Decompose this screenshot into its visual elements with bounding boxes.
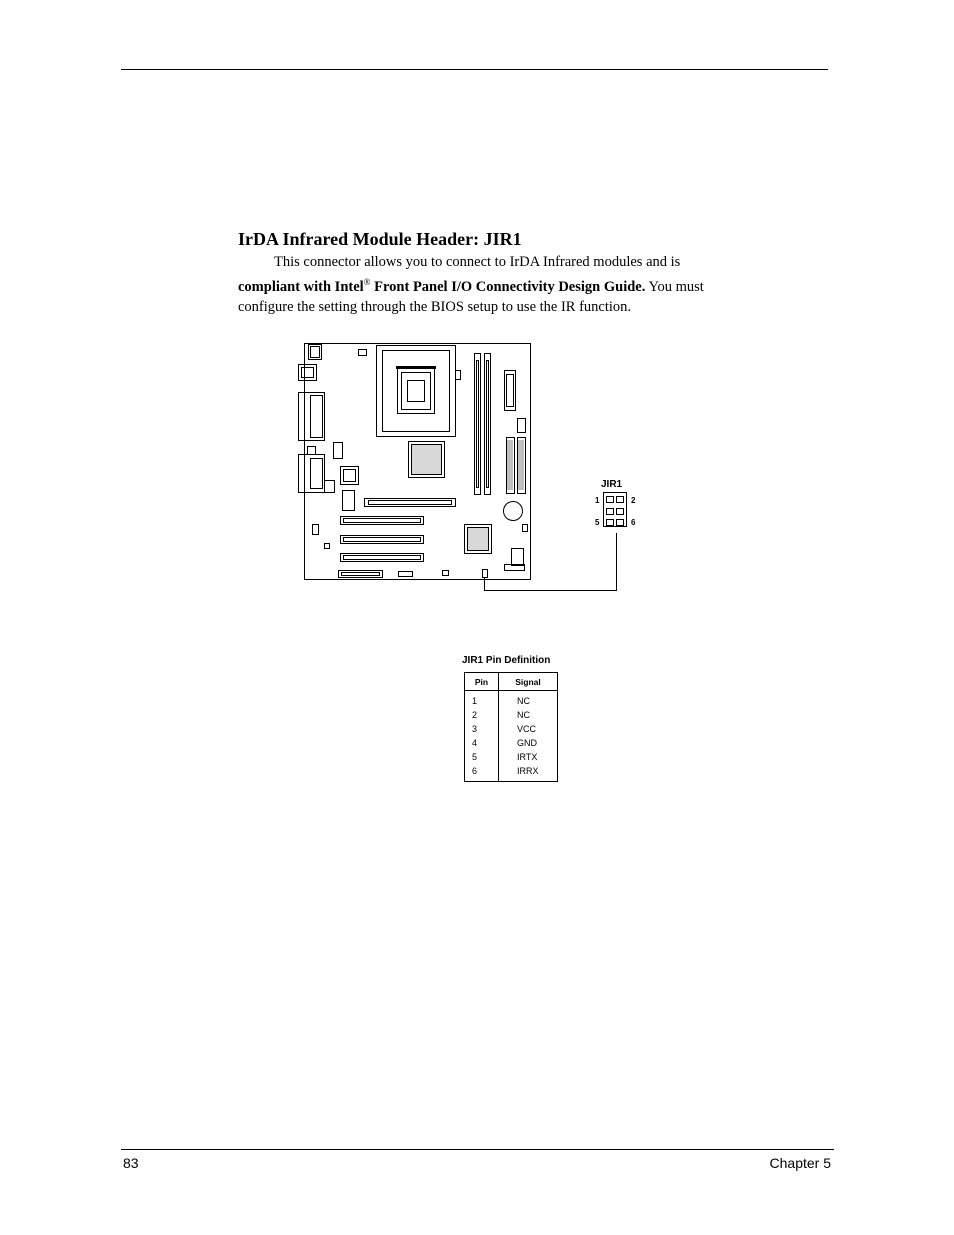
footer-rule bbox=[121, 1149, 834, 1150]
pin-cell: 4 bbox=[465, 736, 499, 750]
pin-label-5: 5 bbox=[595, 518, 600, 527]
section-paragraph bbox=[238, 252, 728, 317]
dimm-slot-1 bbox=[475, 354, 481, 495]
signal-column-header: Signal bbox=[499, 673, 558, 691]
section-heading: IrDA Infrared Module Header: JIR1 bbox=[238, 229, 522, 249]
table-row bbox=[465, 722, 558, 736]
jir1-location bbox=[483, 570, 488, 578]
pin-cell: 5 bbox=[465, 750, 499, 764]
pin-cell: 2 bbox=[465, 708, 499, 722]
pci-slot-1 bbox=[341, 517, 424, 525]
signal-cell: NC bbox=[517, 696, 530, 706]
pin-cell: 1 bbox=[465, 691, 499, 709]
signal-cell: NC bbox=[517, 710, 530, 720]
page-number: 83 bbox=[123, 1155, 139, 1171]
jir1-pin-4 bbox=[617, 509, 624, 515]
signal-cell: IRTX bbox=[517, 752, 538, 762]
table-row bbox=[465, 750, 558, 764]
jir1-pin-1 bbox=[607, 497, 614, 503]
pin-cell: 6 bbox=[465, 764, 499, 782]
callout-line bbox=[485, 533, 617, 591]
serial-port bbox=[299, 455, 325, 493]
pin-label-1: 1 bbox=[595, 496, 600, 505]
pci-slot-3 bbox=[341, 554, 424, 562]
signal-cell: IRRX bbox=[517, 766, 539, 776]
pin-definition-table bbox=[464, 672, 558, 782]
header-rule bbox=[121, 69, 828, 70]
pin-label-6: 6 bbox=[631, 518, 636, 527]
paragraph-line-2 bbox=[238, 272, 728, 297]
table-header-row bbox=[465, 673, 558, 691]
table-row bbox=[465, 691, 558, 709]
jir1-pin-5 bbox=[607, 520, 614, 526]
motherboard-diagram bbox=[296, 338, 646, 598]
signal-cell: GND bbox=[517, 738, 537, 748]
table-row bbox=[465, 764, 558, 782]
jir1-callout-label: JIR1 bbox=[601, 479, 623, 490]
table-row bbox=[465, 736, 558, 750]
parallel-port bbox=[299, 393, 325, 441]
jir1-pin-3 bbox=[607, 509, 614, 515]
pin-label-2: 2 bbox=[631, 496, 636, 505]
agp-slot bbox=[365, 499, 456, 507]
compliance-text-a: compliant with Intel bbox=[238, 278, 364, 295]
jir1-pin-6 bbox=[617, 520, 624, 526]
pin-column-header: Pin bbox=[465, 673, 499, 691]
pin-definition-title: JIR1 Pin Definition bbox=[462, 655, 551, 666]
compliance-text-b: Front Panel I/O Connectivity Design Guide. bbox=[370, 278, 646, 295]
pin-cell: 3 bbox=[465, 722, 499, 736]
paragraph-line-2-tail: You must bbox=[645, 278, 704, 295]
cnr-slot bbox=[339, 571, 383, 578]
pci-slot-2 bbox=[341, 536, 424, 544]
table-row bbox=[465, 708, 558, 722]
jir1-pin-2 bbox=[617, 497, 624, 503]
dimm-slot-2 bbox=[485, 354, 491, 495]
signal-cell: VCC bbox=[517, 724, 537, 734]
cmos-battery bbox=[504, 502, 523, 521]
cpu-socket bbox=[377, 346, 456, 437]
registered-mark: ® bbox=[363, 277, 371, 287]
paragraph-line-3: configure the setting through the BIOS setup to use the IR function. bbox=[238, 298, 632, 315]
chapter-label: Chapter 5 bbox=[769, 1155, 831, 1171]
paragraph-line-1: This connector allows you to connect to IrDA Infrared modules and is bbox=[274, 254, 681, 270]
